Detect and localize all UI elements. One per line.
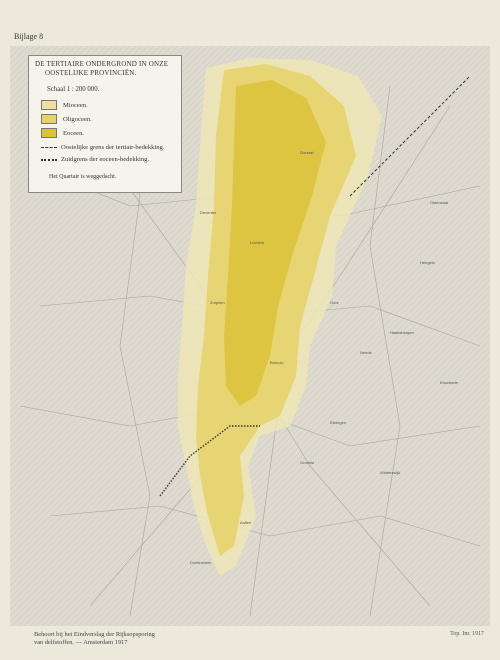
place-label: Zutphen (210, 300, 225, 305)
printer-mark: Top. Inr. 1917 (450, 631, 484, 637)
place-label: Neede (360, 350, 372, 355)
dotted-line-sample (41, 159, 57, 161)
footer-line1: Behoort bij het Eindverslag der Rijksopsporing (34, 631, 155, 638)
eoceen-swatch (41, 128, 57, 138)
place-label: Aalten (240, 520, 252, 525)
footer (34, 631, 155, 646)
legend-line-tertiary (41, 144, 165, 151)
place-label: Deventer (200, 210, 217, 215)
place-label: Eibergen (330, 420, 347, 425)
legend-item-oligoceen (41, 114, 92, 124)
sheet-label: Bijlage 8 (14, 32, 44, 41)
legend-title-line1: DE TERTIAIRE ONDERGROND IN ONZE (35, 60, 169, 68)
place-label: Haaksbergen (390, 330, 414, 335)
place-label: Groenlo (300, 460, 315, 465)
legend-title (35, 60, 168, 78)
legend-item-label: Mioceen. (63, 101, 88, 109)
legend-item-label: Oligoceen. (63, 115, 92, 123)
place-label: Oldenzaal (430, 200, 449, 205)
oligoceen-swatch (41, 114, 57, 124)
legend-scale: Schaal 1 : 200 000. (47, 86, 100, 93)
place-label: Borculo (270, 360, 284, 365)
place-label: Doetinchem (190, 560, 212, 565)
legend-line-eoceen (41, 156, 149, 163)
place-label: Goor (330, 300, 339, 305)
legend (28, 55, 182, 193)
legend-item-label: Eoceen. (63, 129, 85, 137)
place-label: Winterswijk (380, 470, 401, 475)
mioceen-swatch (41, 100, 57, 110)
legend-item-mioceen (41, 100, 88, 110)
legend-item-eoceen (41, 128, 84, 138)
place-label: Lochem (250, 240, 265, 245)
place-label: Enschede (440, 380, 458, 385)
place-label: Gorssel (300, 150, 314, 155)
legend-title-line2: OOSTELIJKE PROVINCIËN. (45, 69, 137, 77)
legend-note: Het Quartair is weggedacht. (49, 174, 117, 180)
legend-line-label: Oostelijke grens der tertiair-bedekking. (61, 144, 165, 151)
place-label: Hengelo (420, 260, 435, 265)
dashed-line-sample (41, 147, 57, 148)
legend-line-label: Zuidgrens der eoceen-bedekking. (61, 156, 150, 163)
footer-line2: van delfstoffen. — Amsterdam 1917 (34, 638, 128, 646)
